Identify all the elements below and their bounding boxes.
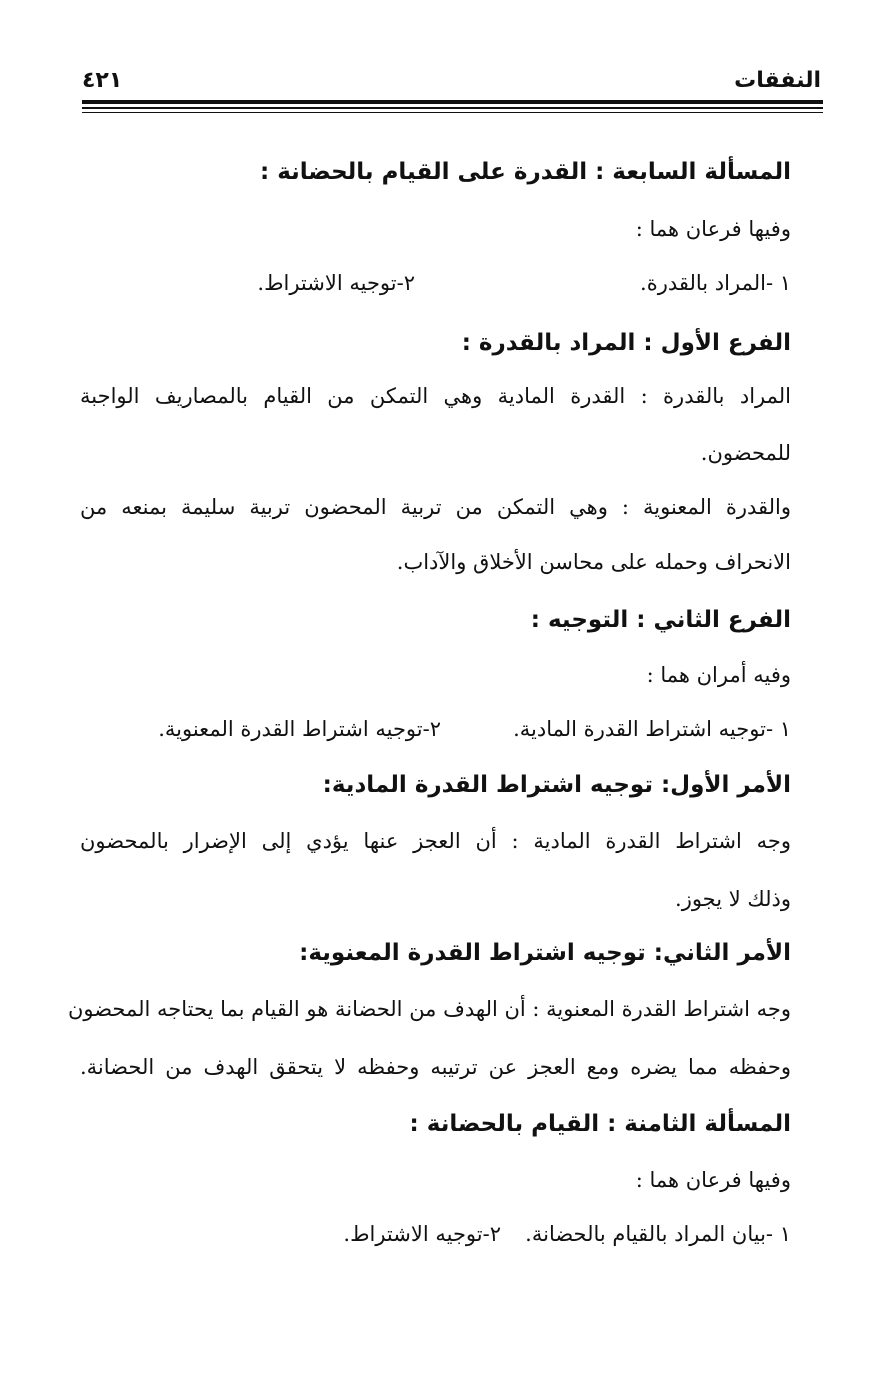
heading-matter-one: الأمر الأول: توجيه اشتراط القدرة المادية: [322, 772, 791, 798]
paragraph-line: للمحضون. [700, 441, 791, 465]
list-matters [80, 714, 791, 744]
list-item: ١ -توجيه اشتراط القدرة المادية. [513, 717, 791, 741]
paragraph-line: المراد بالقدرة : القدرة المادية وهي التمكن من القيام بالمصاريف الواجبة [80, 384, 791, 408]
list-branches-1 [80, 268, 791, 298]
paragraph-intro-3: وفيها فرعان هما : [635, 1168, 791, 1192]
paragraph-intro-2: وفيه أمران هما : [646, 663, 791, 687]
heading-branch-two: الفرع الثاني : التوجيه : [530, 607, 791, 633]
paragraph-line: وجه اشتراط القدرة المعنوية : أن الهدف من الحضانة هو القيام بما يحتاجه المحضون [67, 997, 791, 1021]
header-rule-thin [82, 112, 823, 113]
paragraph-line: الانحراف وحمله على محاسن الأخلاق والآداب. [396, 550, 791, 574]
paragraph-line: وجه اشتراط القدرة المادية : أن العجز عنها يؤدي إلى الإضرار بالمحضون [80, 829, 791, 853]
list-item: ٢-توجيه الاشتراط. [257, 271, 415, 295]
heading-issue-seven: المسألة السابعة : القدرة على القيام بالحضانة : [259, 159, 791, 185]
list-branches-3 [80, 1219, 791, 1249]
heading-issue-eight: المسألة الثامنة : القيام بالحضانة : [409, 1111, 791, 1137]
list-item: ١ -المراد بالقدرة. [640, 271, 791, 295]
list-item: ١ -بيان المراد بالقيام بالحضانة. [525, 1222, 791, 1246]
header-rule-thick [82, 100, 823, 104]
paragraph-line: وذلك لا يجوز. [675, 887, 791, 911]
page-header [82, 68, 821, 98]
paragraph-intro-1: وفيها فرعان هما : [635, 217, 791, 241]
header-rule-medium [82, 107, 823, 109]
list-item: ٢-توجيه الاشتراط. [343, 1222, 501, 1246]
list-item: ٢-توجيه اشتراط القدرة المعنوية. [158, 717, 441, 741]
heading-branch-one: الفرع الأول : المراد بالقدرة : [461, 330, 791, 356]
page-number: ٤٢١ [82, 68, 123, 93]
running-title: النفقات [734, 68, 821, 93]
paragraph-line: وحفظه مما يضره ومع العجز عن ترتيبه وحفظه لا يتحقق الهدف من الحضانة. [80, 1055, 791, 1079]
paragraph-line: والقدرة المعنوية : وهي التمكن من تربية المحضون تربية سليمة بمنعه من [80, 495, 791, 519]
heading-matter-two: الأمر الثاني: توجيه اشتراط القدرة المعنوية: [299, 940, 791, 966]
